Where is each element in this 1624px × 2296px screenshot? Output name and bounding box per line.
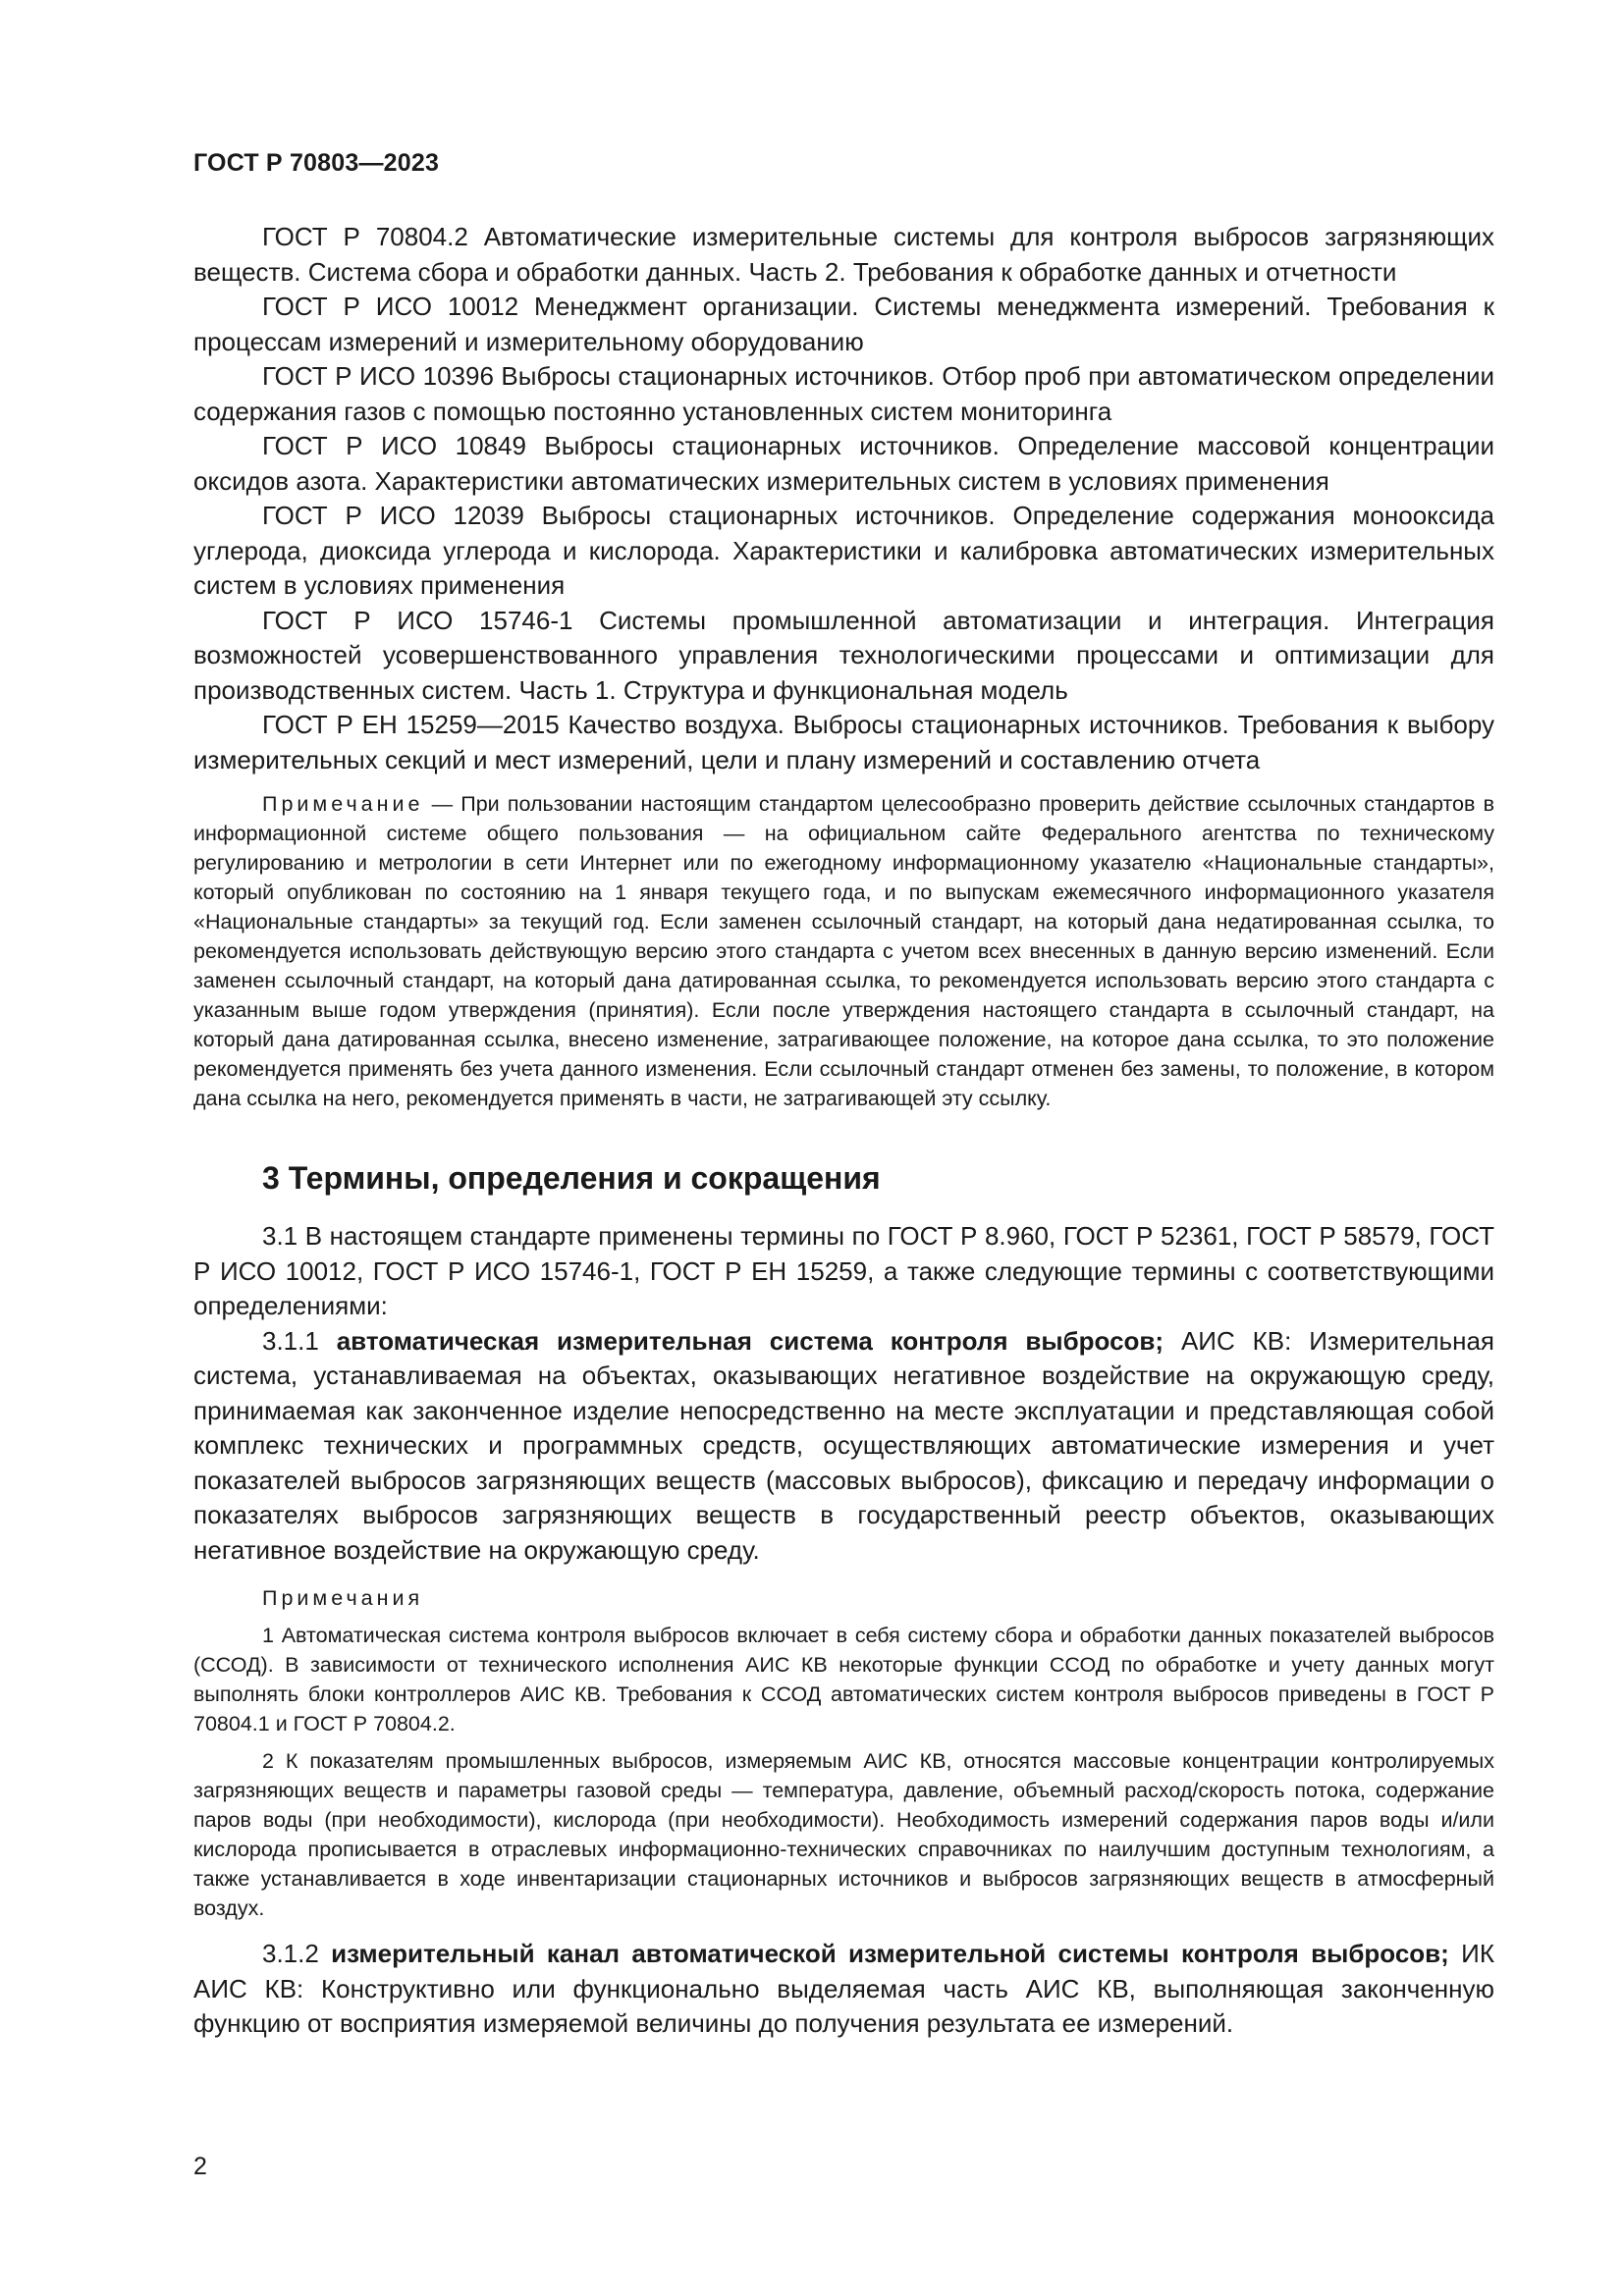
term-number: 3.1.2 [262,1939,332,1968]
note-text: — При пользовании настоящим стандартом целесообразно проверить действие ссылочных стандартов в информационной системе общего пользования — на официальном сайте Федерального агентства по техническому регулированию и метрологии в сети Интернет или по ежегодному информационному указателю «Национальные стандарты», который опубликован по состоянию на 1 января текущего года, и по выпускам ежемесячного информационного указателя «Национальные стандарты» за текущий год. Если заменен ссылочный стандарт, на который дана недатированная ссылка, то рекомендуется использовать действующую версию этого стандарта с учетом всех внесенных в данную версию изменений. Если заменен ссылочный стандарт, на который дана датированная ссылка, то рекомендуется использовать версию этого стандарта с указанным выше годом утверждения (принятия). Если после утверждения настоящего стандарта в ссылочный стандарт, на который дана датированная ссылка, внесено изменение, затрагивающее положение, на которое дана ссылка, то это положение рекомендуется применять без учета данного изменения. Если ссылочный стандарт отменен без замены, то положение, в котором дана ссылка на него, рекомендуется применять в части, не затрагивающей эту ссылку. [193,792,1494,1110]
reference-item: ГОСТ Р ИСО 10849 Выбросы стационарных источников. Определение массовой концентрации оксидов азота. Характеристики автоматических измерительных систем в условиях применения [193,431,1494,496]
clause-3-1: 3.1 В настоящем стандарте применены термины по ГОСТ Р 8.960, ГОСТ Р 52361, ГОСТ Р 58579, ГОСТ Р ИСО 10012, ГОСТ Р ИСО 15746-1, ГОСТ Р ЕН 15259, а также следующие термины с соответствующими определениями: [193,1221,1494,1320]
reference-item: ГОСТ Р ИСО 10012 Менеджмент организации. Системы менеджмента измерений. Требования к процессам измерений и измерительному оборудованию [193,292,1494,356]
reference-item: ГОСТ Р 70804.2 Автоматические измерительные системы для контроля выбросов загрязняющих веществ. Система сбора и обработки данных. Часть 2. Требования к обработке данных и отчетности [193,222,1494,287]
section-heading: 3 Термины, определения и сокращения [262,1160,881,1196]
term-number: 3.1.1 [262,1325,337,1356]
note-label: Примечание [262,792,424,816]
note-item: 1 Автоматическая система контроля выбросов включает в себя систему сбора и обработки данных показателей выбросов (ССОД). В зависимости от технического исполнения АИС КВ некоторые функции ССОД по обработке и учету данных могут выполнять блоки контроллеров АИС КВ. Требования к ССОД автоматических систем контроля выбросов приведены в ГОСТ Р 70804.1 и ГОСТ Р 70804.2. [193,1624,1494,1735]
reference-item: ГОСТ Р ИСО 12039 Выбросы стационарных источников. Определение содержания монооксида углерода, диоксида углерода и кислорода. Характеристики и калибровка автоматических измерительных систем в условиях применения [193,501,1494,600]
note-item: 2 К показателям промышленных выбросов, измеряемым АИС КВ, относятся массовые концентрации контролируемых загрязняющих веществ и параметры газовой среды — температура, давление, объемный расход/скорость потока, содержание паров воды (при необходимости), кислорода (при необходимости). Необходимость измерений содержания паров воды и/или кислорода прописывается в отраслевых информационно-технических справочниках по наилучшим доступным технологиям, а также устанавливается в ходе инвентаризации стационарных источников и выбросов загрязняющих веществ в атмосферный воздух. [193,1749,1494,1920]
normative-references-list [193,220,1494,777]
term-definition: ИК АИС КВ: Конструктивно или функционально выделяемая часть АИС КВ, выполняющая законченную функцию от восприятия измеряемой величины до получения результата ее измерений. [193,1939,1494,2038]
term-name: автоматическая измерительная система контроля выбросов; [336,1325,1164,1356]
reference-item: ГОСТ Р ЕН 15259—2015 Качество воздуха. Выбросы стационарных источников. Требования к выбору измерительных секций и мест измерений, цели и плану измерений и составлению отчета [193,710,1494,774]
reference-item: ГОСТ Р ИСО 10396 Выбросы стационарных источников. Отбор проб при автоматическом определении содержания газов с помощью постоянно установленных систем мониторинга [193,361,1494,426]
term-name: измерительный канал автоматической измерительной системы контроля выбросов; [331,1939,1449,1968]
running-header: ГОСТ Р 70803—2023 [193,149,440,177]
page-number: 2 [193,2153,207,2180]
notes-heading: Примечания [262,1586,424,1610]
reference-note [193,789,1494,1113]
term-3-1-2 [193,1937,1494,2042]
term-definition: АИС КВ: Измерительная система, устанавливаемая на объектах, оказывающих негативное воздействие на окружающую среду, принимаемая как законченное изделие непосредственно на месте эксплуатации и представляющая собой комплекс технических и программных средств, осуществляющих автоматические измерения и учет показателей выбросов загрязняющих веществ (массовых выбросов), фиксацию и передачу информации о показателях выбросов загрязняющих веществ в государственный реестр объектов, оказывающих негативное воздействие на окружающую среду. [193,1325,1494,1565]
reference-item: ГОСТ Р ИСО 15746-1 Системы промышленной автоматизации и интеграция. Интеграция возможностей усовершенствованного управления технологическими процессами и оптимизации для производственных систем. Часть 1. Структура и функциональная модель [193,605,1494,705]
term-3-1-1 [193,1324,1494,1569]
page-body [193,220,1494,2042]
